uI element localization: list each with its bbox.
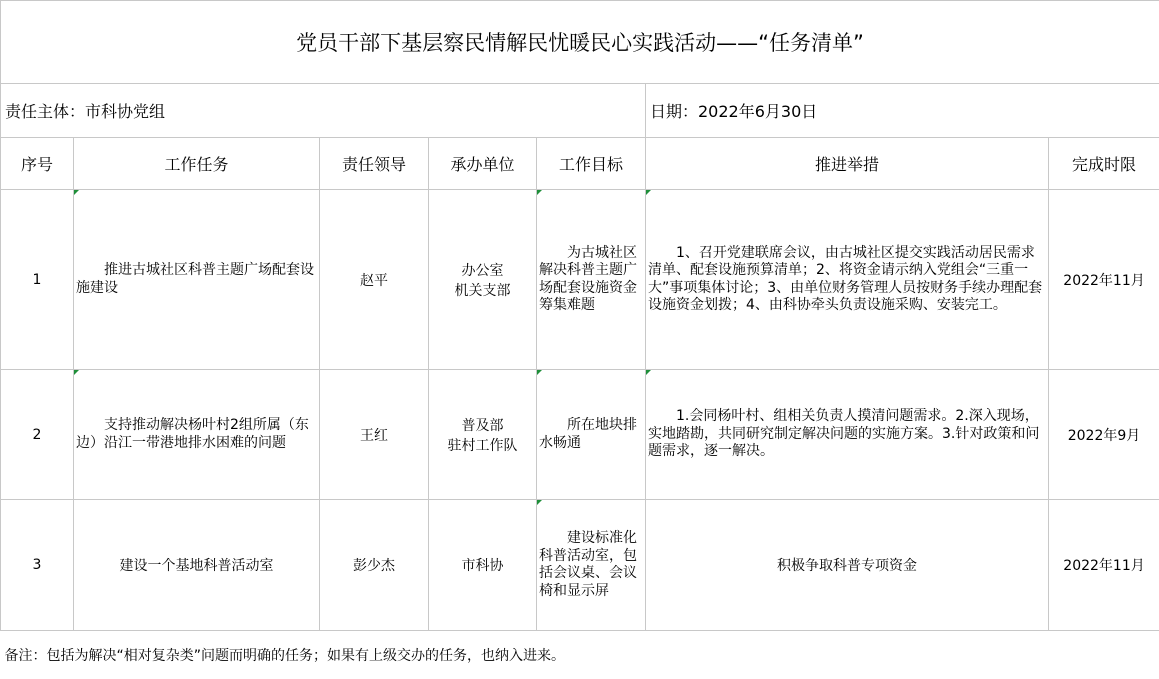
row-task: 支持推动解决杨叶村2组所属（东边）沿江一带港地排水困难的问题	[74, 370, 320, 500]
table-row	[1, 190, 1159, 370]
comment-marker-icon	[537, 370, 542, 375]
comment-marker-icon	[537, 500, 542, 505]
comment-marker-icon	[646, 370, 651, 375]
row-index: 1	[1, 190, 74, 370]
header-deadline: 完成时限	[1049, 138, 1159, 190]
header-goal: 工作目标	[537, 138, 646, 190]
row-deadline: 2022年9月	[1049, 370, 1159, 500]
row-measures: 积极争取科普专项资金	[646, 500, 1049, 631]
row-goal: 所在地块排水畅通	[537, 370, 646, 500]
row-leader: 赵平	[320, 190, 429, 370]
footnote: 备注：包括为解决“相对复杂类”问题而明确的任务；如果有上级交办的任务，也纳入进来。	[1, 631, 1159, 679]
header-leader: 责任领导	[320, 138, 429, 190]
row-measures: 1、召开党建联席会议，由古城社区提交实践活动居民需求清单、配套设施预算清单；2、将资金请示纳入党组会“三重一大”事项集体讨论；3、由单位财务管理人员按财务手续办理配套设施资金划拨；4、由科协牵头负责设施采购、安装完工。	[646, 190, 1049, 370]
row-measures: 1.会同杨叶村、组相关负责人摸清问题需求。2.深入现场，实地踏勘，共同研究制定解决问题的实施方案。3.针对政策和问题需求，逐一解决。	[646, 370, 1049, 500]
row-task: 建设一个基地科普活动室	[74, 500, 320, 631]
row-unit: 普及部 驻村工作队	[429, 370, 537, 500]
row-goal: 为古城社区解决科普主题广场配套设施资金筹集难题	[537, 190, 646, 370]
comment-marker-icon	[646, 190, 651, 195]
table-row	[1, 370, 1159, 500]
row-leader: 彭少杰	[320, 500, 429, 631]
table-row	[1, 500, 1159, 631]
row-unit: 办公室 机关支部	[429, 190, 537, 370]
row-leader: 王红	[320, 370, 429, 500]
sheet-title: 党员干部下基层察民情解民忧暖民心实践活动——“任务清单”	[1, 1, 1159, 84]
header-unit: 承办单位	[429, 138, 537, 190]
comment-marker-icon	[537, 190, 542, 195]
row-deadline: 2022年11月	[1049, 500, 1159, 631]
header-task: 工作任务	[74, 138, 320, 190]
header-measures: 推进举措	[646, 138, 1049, 190]
date-cell: 日期：2022年6月30日	[646, 84, 1159, 138]
comment-marker-icon	[74, 370, 79, 375]
responsible-subject: 责任主体：市科协党组	[1, 84, 646, 138]
row-task: 推进古城社区科普主题广场配套设施建设	[74, 190, 320, 370]
row-index: 2	[1, 370, 74, 500]
header-index: 序号	[1, 138, 74, 190]
comment-marker-icon	[74, 190, 79, 195]
row-deadline: 2022年11月	[1049, 190, 1159, 370]
row-goal: 建设标准化科普活动室，包括会议桌、会议椅和显示屏	[537, 500, 646, 631]
row-index: 3	[1, 500, 74, 631]
row-unit: 市科协	[429, 500, 537, 631]
